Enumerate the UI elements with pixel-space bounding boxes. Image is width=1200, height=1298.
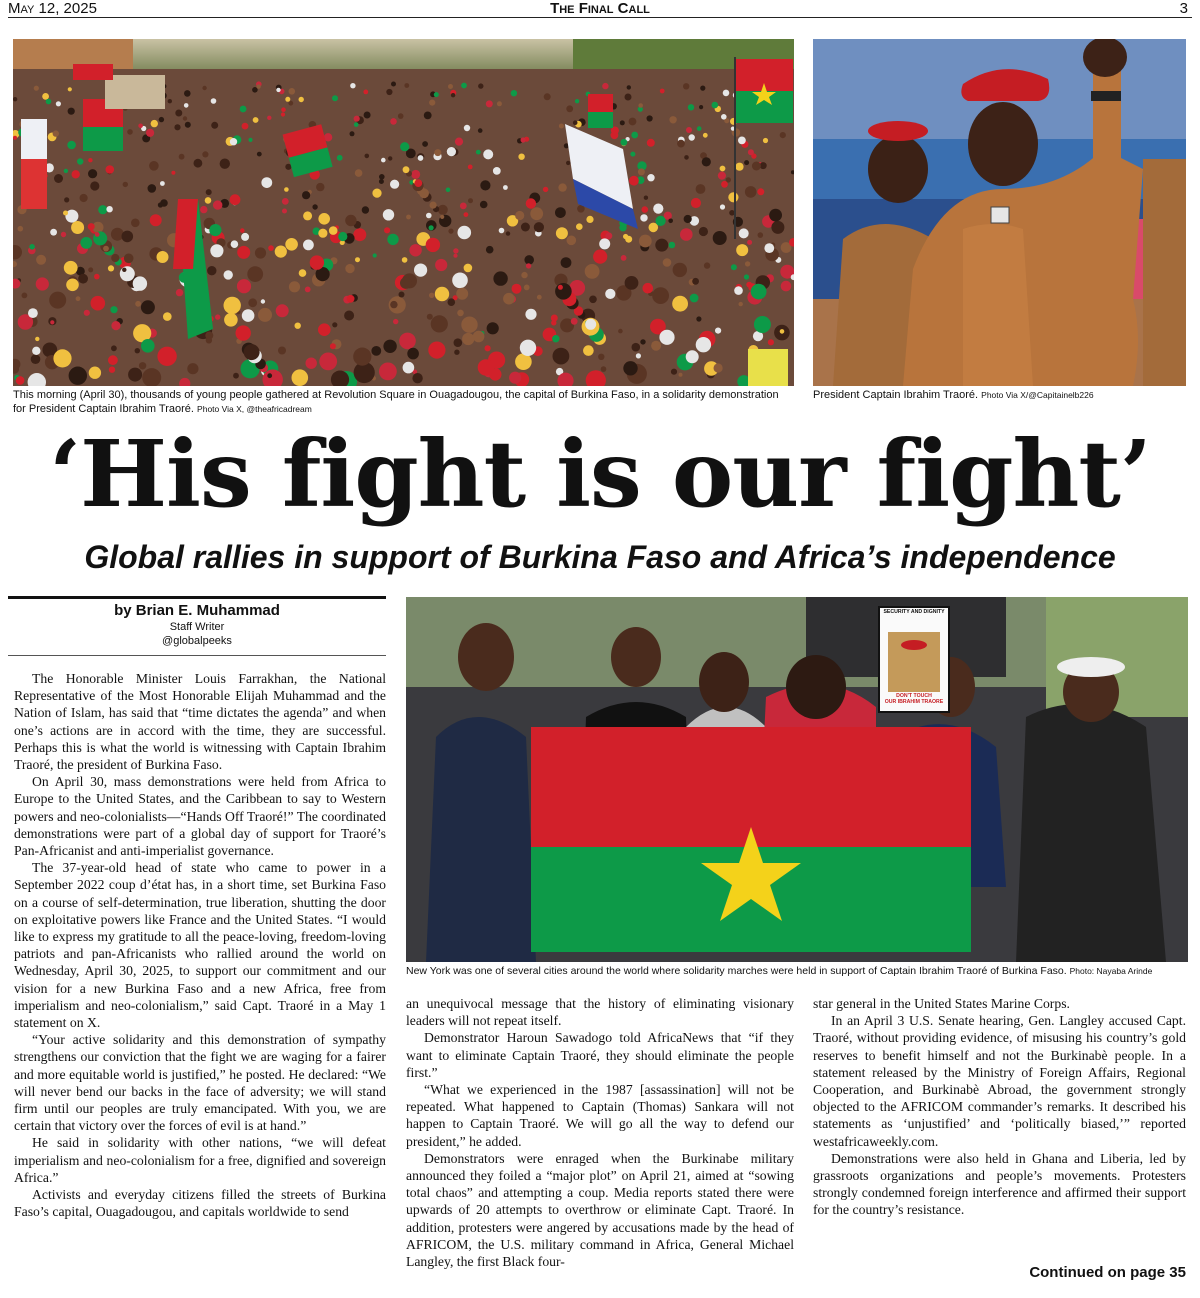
- president-photo-credit: Photo Via X/@Capitainelb226: [981, 390, 1094, 400]
- byline-rule-top: [8, 596, 386, 599]
- sign-line-1: SECURITY AND DIGNITY: [883, 609, 945, 615]
- article-paragraph: The 37-year-old head of state who came to power in a September 2022 coup d’état has, in a short time, set Burkina Faso on a course of self-determination, true liberation, shutting the door on exploitative powers like France and the United States. “I would like to express my gratitude to all the peace-loving, freedom-loving patriots and pan-Africanists who rallied around the world on Wednesday, April 30, 2025, to support our commitment and our vision for a new Burkina Faso and a new Africa, free from imperialism and neo-colonialism,” said Capt. Traoré in a May 1 statement on X.: [14, 860, 386, 1031]
- crowd-caption-text: This morning (April 30), thousands of young people gathered at Revolution Square in Ouagadougou, the capital of Burkina Faso, in a solidarity demonstration for President Captain Ibrahim Traoré.: [13, 389, 779, 415]
- article-paragraph: On April 30, mass demonstrations were held from Africa to Europe to the United States, and the Caribbean to say to Western powers and neo-colonialists—“Hands Off Traoré!” The coordinated demonstrations were part of a global day of support for Traoré’s Pan-Africanist and anti-imperialist governance.: [14, 774, 387, 859]
- article-paragraph: Activists and everyday citizens filled the streets of Burkina Faso’s capital, Ouagadougou, and capitals worldwide to send: [14, 1187, 386, 1220]
- article-paragraph: Demonstrations were also held in Ghana and Liberia, led by grassroots organizations and people’s movements. Protesters strongly condemned foreign interference and affirmed their support for the country’s resistance.: [813, 1150, 1186, 1218]
- president-photo-caption: [813, 388, 1186, 402]
- newyork-march-photo: [406, 597, 1188, 962]
- author-handle: @globalpeeks: [162, 635, 232, 647]
- newyork-photo-caption: [406, 964, 1188, 978]
- page-header: [8, 0, 1192, 18]
- continued-on-link[interactable]: Continued on page 35: [1029, 1264, 1186, 1281]
- article-column-2: [406, 995, 794, 1270]
- article-column-3: [813, 995, 1186, 1219]
- article-paragraph: In an April 3 U.S. Senate hearing, Gen. Langley accused Capt. Traoré, without providing evidence, of misusing his country’s gold reserves to benefit himself and not the Burkinabè people. In a statement released by the Ministry of Foreign Affairs, Regional Cooperation, and Burkinabè Abroad, the government strongly objected to the AFRICOM commander’s remarks. It described his statements as ‘unjustified’ and ‘politically biased,’” reported westafricaweekly.com.: [813, 1013, 1186, 1149]
- article-paragraph: Demonstrator Haroun Sawadogo told AfricaNews that “if they want to eliminate Captain Traoré, they should eliminate the people first.”: [406, 1030, 794, 1080]
- author-role: Staff Writer: [169, 621, 225, 633]
- president-caption-text: President Captain Ibrahim Traoré.: [813, 389, 979, 401]
- byline: [8, 601, 386, 648]
- page-number: 3: [1179, 0, 1188, 17]
- president-photo: [813, 39, 1186, 386]
- article-paragraph: Demonstrators were enraged when the Burkinabe military announced they foiled a “major plot” on April 21, aimed at “sowing total chaos” and attempting a coup. Media reports stated there were upwards of 20 attempts to overthrow or eliminate Capt. Traoré. In addition, protesters were angered by accusations made by the head of AFRICOM, the U.S. military command in Africa, General Michael Langley, the first Black four-: [406, 1150, 794, 1270]
- protest-sign-text: [879, 609, 949, 705]
- article-paragraph: “What we experienced in the 1987 [assassination] will not be repeated. What happened to Captain (Thomas) Sankara will not happen to Captain Traoré. We will go all the way to defend our president,” he added.: [406, 1082, 794, 1149]
- sign-line-3: OUR IBRAHIM TRAORE: [884, 699, 944, 705]
- crowd-photo: [13, 39, 794, 386]
- article-paragraph: The Honorable Minister Louis Farrakhan, the National Representative of the Most Honorable Elijah Muhammad and the Nation of Islam, has said that “time dictates the agenda” and when one’s actions are in accord with the time, they are successful. Perhaps this is what the world is witnessing with Captain Ibrahim Traoré, the president of Burkina Faso.: [14, 671, 386, 773]
- article-paragraph: He said in solidarity with other nations, “we will defeat imperialism and neo-colonialism for a free, dignified and sovereign Africa.”: [14, 1135, 386, 1185]
- author-name: by Brian E. Muhammad: [114, 602, 280, 619]
- subheadline: Global rallies in support of Burkina Faso and Africa’s independence: [84, 539, 1116, 575]
- sign-line-2: DON'T TOUCH: [896, 693, 932, 699]
- article-paragraph: star general in the United States Marine Corps.: [813, 996, 1070, 1011]
- byline-rule-bottom: [8, 655, 386, 656]
- article-paragraph: an unequivocal message that the history of eliminating visionary leaders will not repeat itself.: [406, 996, 794, 1029]
- newyork-photo-credit: Photo: Nayaba Arinde: [1069, 966, 1153, 976]
- crowd-photo-credit: Photo Via X, @theafricadream: [197, 404, 312, 414]
- newspaper-name: The Final Call: [550, 0, 650, 17]
- crowd-photo-caption: [13, 388, 794, 416]
- issue-date: May 12, 2025: [8, 0, 97, 17]
- article-paragraph: “Your active solidarity and this demonstration of sympathy strengthens our conviction that the fight we are waging for a fairer and more equitable world is justified,” he posted. He declared: “We will never bend our backs in the face of adversity; we will stand firm until our peoples are truly emancipated. With you, we are certain that victory over the forces of evil is at hand.”: [14, 1032, 386, 1134]
- newyork-caption-text: New York was one of several cities around the world where solidarity marches were held in support of Captain Ibrahim Traoré of Burkina Faso.: [406, 965, 1067, 977]
- article-column-1: [14, 670, 386, 1221]
- headline: ‘His fight is our fight’: [49, 420, 1151, 528]
